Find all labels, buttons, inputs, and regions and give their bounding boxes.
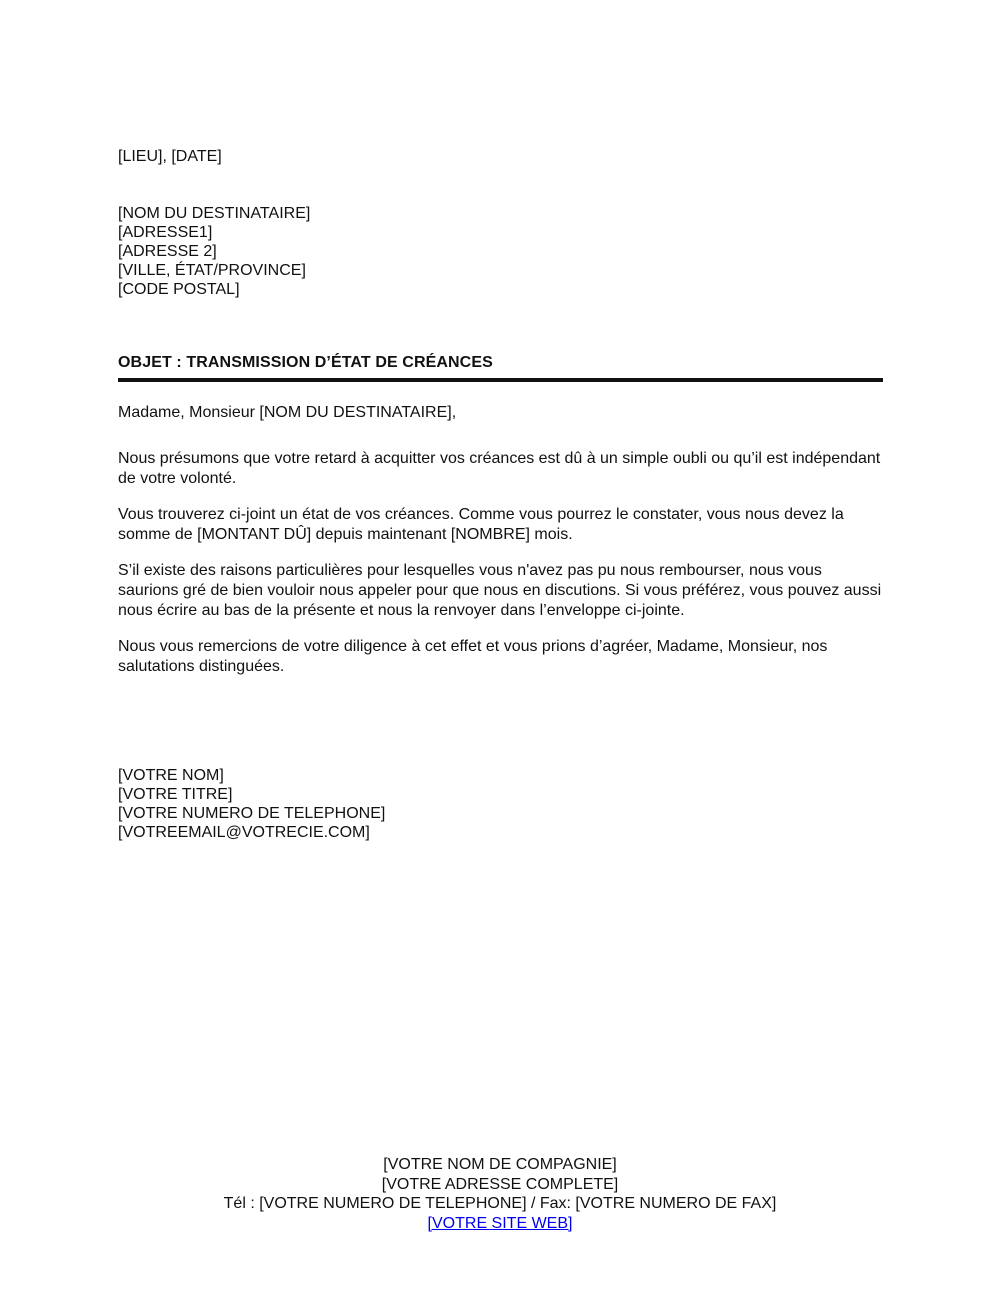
recipient-address1: [ADRESSE1] <box>118 224 213 241</box>
footer-company-name: [VOTRE NOM DE COMPAGNIE] <box>383 1156 617 1173</box>
sender-email: [VOTREEMAIL@VOTRECIE.COM] <box>118 824 370 841</box>
sender-name: [VOTRE NOM] <box>118 767 224 784</box>
company-footer <box>0 1155 1000 1233</box>
salutation: Madame, Monsieur [NOM DU DESTINATAIRE], <box>118 404 457 421</box>
recipient-name: [NOM DU DESTINATAIRE] <box>118 205 311 222</box>
recipient-address2: [ADRESSE 2] <box>118 243 217 260</box>
footer-tel-fax: Tél : [VOTRE NUMERO DE TELEPHONE] / Fax: [VOTRE NUMERO DE FAX] <box>223 1195 777 1212</box>
body-paragraph-2: Vous trouverez ci-joint un état de vos créances. Comme vous pourrez le constater, vous nous devez la somme de [MONTANT DÛ] depuis maintenant [NOMBRE] mois. <box>118 506 844 543</box>
recipient-postal-code: [CODE POSTAL] <box>118 281 240 298</box>
recipient-block <box>118 204 883 299</box>
body-paragraph-1: Nous présumons que votre retard à acquitter vos créances est dû à un simple oubli ou qu’il est indépendant de votre volonté. <box>118 450 881 487</box>
body-paragraph-4: Nous vous remercions de votre diligence à cet effet et vous prions d’agréer, Madame, Monsieur, nos salutations distinguées. <box>118 638 828 675</box>
sender-phone: [VOTRE NUMERO DE TELEPHONE] <box>118 805 386 822</box>
recipient-city-state: [VILLE, ÉTAT/PROVINCE] <box>118 262 306 279</box>
body-paragraph-3: S’il existe des raisons particulières pour lesquelles vous n'avez pas pu nous rembourser, nous vous saurions gré de bien vouloir nous appeler pour que nous en discutions. Si vous préférez, vous pouvez aussi nous écrire au bas de la présente et nous la renvoyer dans l’enveloppe ci-jointe. <box>118 562 882 619</box>
footer-company-address: [VOTRE ADRESSE COMPLETE] <box>381 1175 619 1193</box>
dateline: [LIEU], [DATE] <box>118 148 222 165</box>
subject-heading: OBJET : TRANSMISSION D’ÉTAT DE CRÉANCES <box>118 353 883 382</box>
footer-website-link[interactable]: [VOTRE SITE WEB] <box>427 1214 573 1232</box>
signature-block <box>118 766 883 842</box>
sender-title: [VOTRE TITRE] <box>118 786 233 803</box>
